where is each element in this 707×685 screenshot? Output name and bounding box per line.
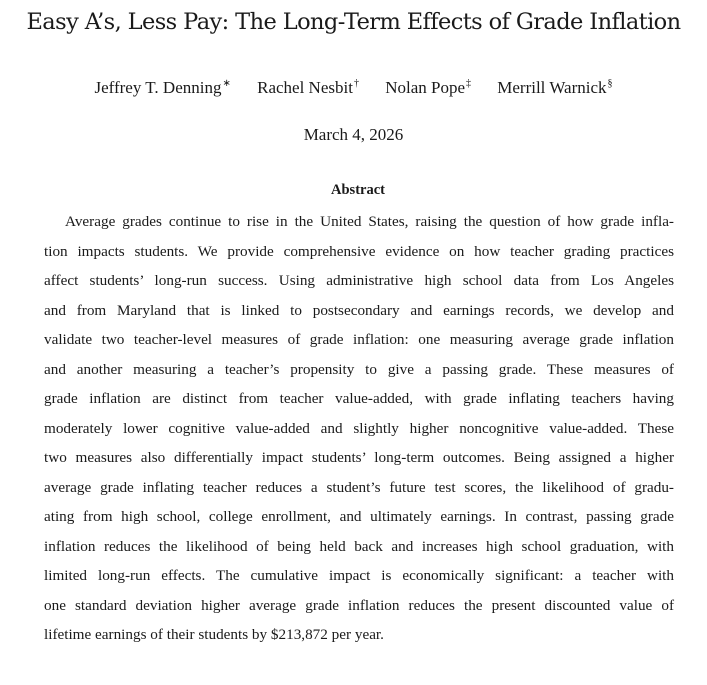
author-footnote-mark: § [607,78,613,89]
author-name: Jeffrey T. Denning [94,78,222,97]
abstract-line: average grade inflating teacher reduces a student’s future test scores, the likelihood of gradu- [44,478,674,496]
abstract-line: two measures also differentially impact students’ long-term outcomes. Being assigned a higher [44,449,674,466]
author-name: Nolan Pope [385,78,465,97]
abstract-line: limited long-run effects. The cumulative impact is economically significant: a teacher with [44,567,674,584]
author-pope [385,72,471,100]
abstract-line: and another measuring a teacher’s propensity to give a passing grade. These measures of [44,360,674,378]
abstract-line: moderately lower cognitive value-added and slightly higher noncognitive value-added. These [44,419,674,437]
abstract-line: grade inflation are distinct from teacher value-added, with grade inflating teachers having [44,390,674,407]
abstract-line: ating from high school, college enrollment, and ultimately earnings. In contrast, passing grade [44,508,674,525]
author-nesbit [257,72,359,100]
abstract-line: inflation reduces the likelihood of being held back and increases high school graduation, with [44,537,674,555]
abstract-line: tion impacts students. We provide comprehensive evidence on how teacher grading practices [44,242,674,260]
abstract-line: affect students’ long-run success. Using administrative high school data from Los Angeles [44,272,674,289]
abstract-line: and from Maryland that is linked to postsecondary and earnings records, we develop and [44,301,674,319]
author-name: Merrill Warnick [497,78,607,97]
abstract-body [44,207,674,650]
abstract-line: lifetime earnings of their students by $213,872 per year. [44,626,384,643]
author-list [0,72,707,100]
abstract-heading: Abstract [331,182,385,198]
author-warnick [497,72,612,100]
author-denning [94,72,230,100]
abstract-line: validate two teacher-level measures of grade inflation: one measuring average grade inflation [44,331,674,348]
author-footnote-mark: † [353,78,359,89]
paper-title: Easy A’s, Less Pay: The Long-Term Effects of Grade Inflation [26,9,681,35]
abstract-line: one standard deviation higher average grade inflation reduces the present discounted value of [44,596,674,614]
author-footnote-mark: ∗ [222,78,231,89]
abstract-line: Average grades continue to rise in the United States, raising the question of how grade infla- [65,213,674,230]
author-name: Rachel Nesbit [257,78,353,97]
author-footnote-mark: ‡ [466,78,471,89]
paper-date: March 4, 2026 [303,125,404,144]
